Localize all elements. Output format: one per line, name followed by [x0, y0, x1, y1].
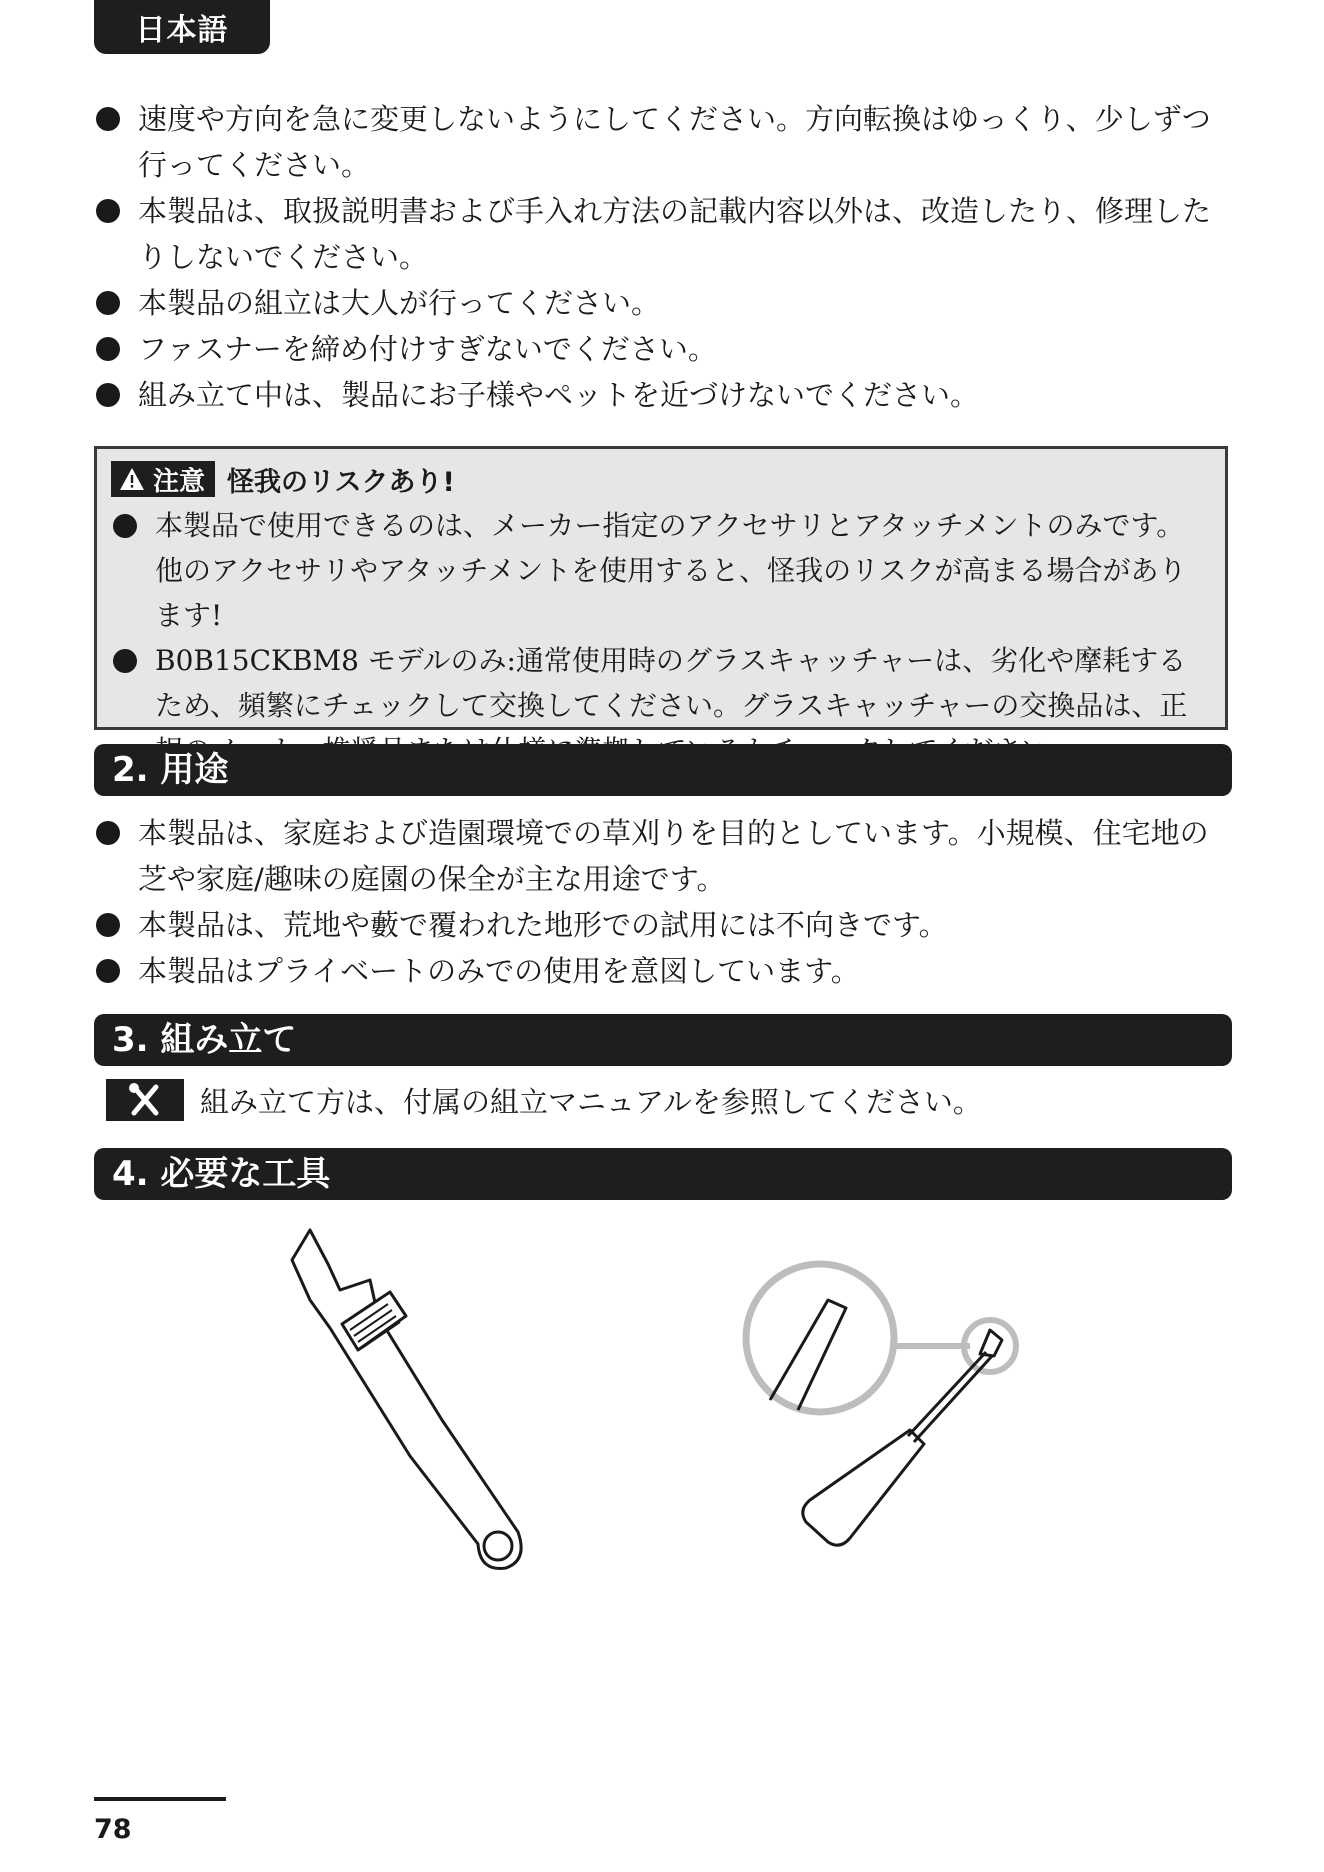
section-heading-tools: 4. 必要な工具	[94, 1148, 1232, 1200]
list-item: ファスナーを締め付けすぎないでください。	[94, 326, 1234, 372]
caution-badge-label: 注意	[153, 466, 206, 497]
assembly-note	[106, 1079, 982, 1121]
tools-icon	[106, 1079, 184, 1121]
wrench-icon	[270, 1220, 540, 1580]
page-number: 78	[94, 1814, 132, 1845]
assembly-text: 組み立て方は、付属の組立マニュアルを参照してください。	[200, 1084, 982, 1119]
section-heading-use: 2. 用途	[94, 744, 1232, 796]
list-item: 本製品で使用できるのは、メーカー指定のアクセサリとアタッチメントのみです。他のアクセサリやアタッチメントを使用すると、怪我のリスクが高まる場合があります!	[111, 503, 1211, 638]
screwdriver-icon	[740, 1260, 1040, 1560]
caution-badge	[111, 461, 215, 497]
list-item: B0B15CKBM8 モデルのみ:通常使用時のグラスキャッチャーは、劣化や摩耗するため、頻繁にチェックして交換してください。グラスキャッチャーの交換品は、正	[111, 638, 1211, 773]
list-item: 速度や方向を急に変更しないようにしてください。方向転換はゆっくり、少しずつ行ってください。	[94, 96, 1234, 188]
section-heading-assembly: 3. 組み立て	[94, 1014, 1232, 1066]
list-item: 本製品は、家庭および造園環境での草刈りを目的としています。小規模、住宅地の芝や家庭/趣味の庭園の保全が主な用途です。	[94, 810, 1234, 902]
list-item: 本製品は、取扱説明書および手入れ方法の記載内容以外は、改造したり、修理したりしないでください。	[94, 188, 1234, 280]
list-item: 本製品は、荒地や藪で覆われた地形での試用には不向きです。	[94, 902, 1234, 948]
caution-header	[111, 459, 1211, 499]
list-item: 組み立て中は、製品にお子様やペットを近づけないでください。	[94, 372, 1234, 418]
footer-rule	[94, 1797, 226, 1801]
warning-triangle-icon	[119, 467, 145, 491]
list-item: 本製品はプライベートのみでの使用を意図しています。	[94, 948, 1234, 994]
safety-list	[94, 96, 1234, 418]
list-item: 本製品の組立は大人が行ってください。	[94, 280, 1234, 326]
caution-box	[94, 446, 1228, 730]
caution-title: 怪我のリスクあり!	[227, 466, 455, 498]
caution-list	[111, 503, 1211, 773]
language-tab: 日本語	[94, 0, 270, 54]
use-list	[94, 810, 1234, 994]
